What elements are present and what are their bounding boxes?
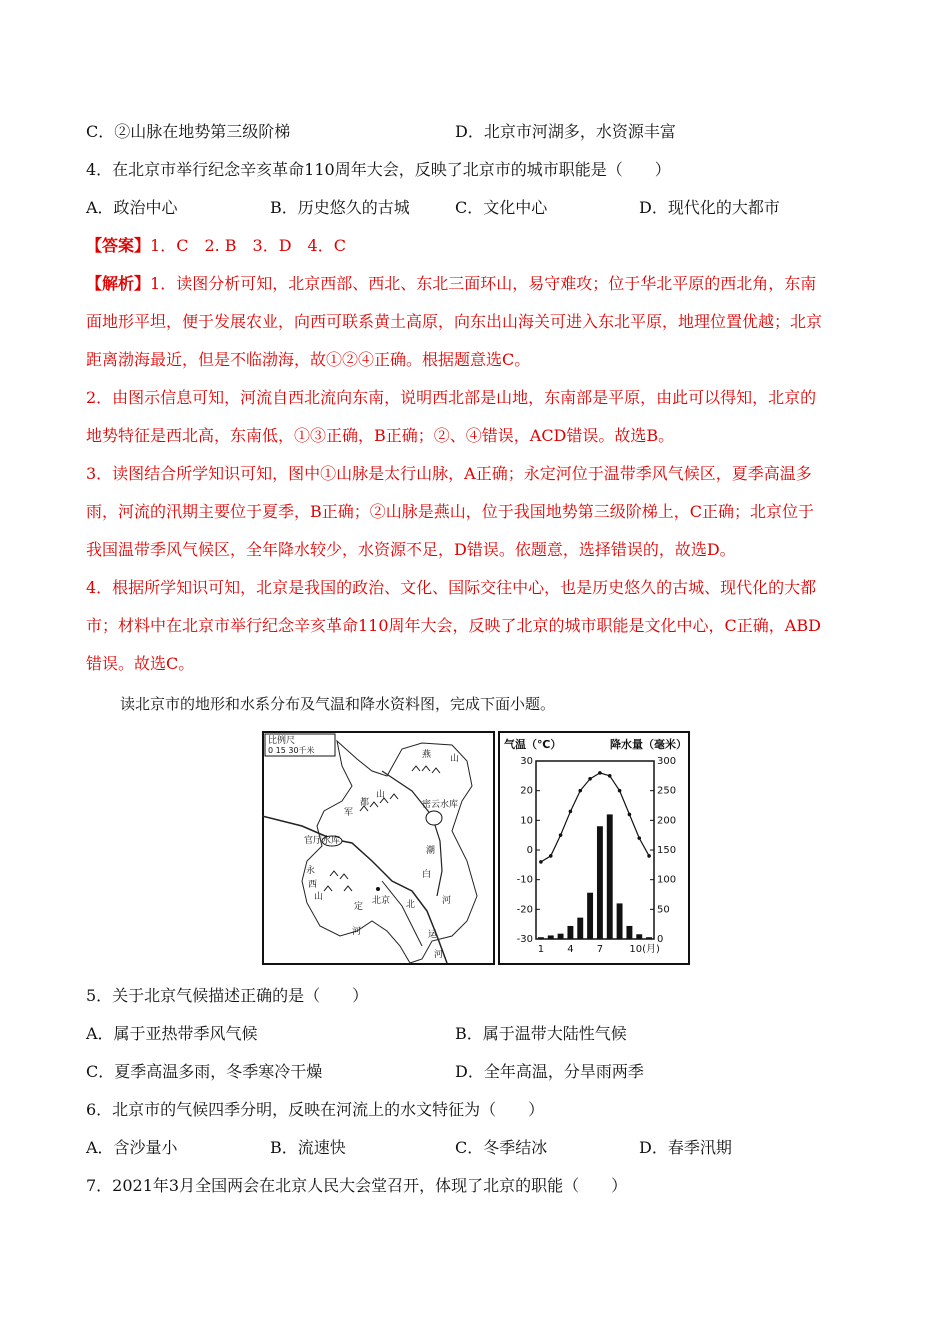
svg-text:定: 定 <box>354 902 364 912</box>
svg-text:永: 永 <box>306 866 316 876</box>
svg-text:西: 西 <box>308 880 318 890</box>
q5-option-a: A．属于亚热带季风气候 <box>86 1024 258 1043</box>
svg-text:燕: 燕 <box>422 750 432 760</box>
answer-line <box>86 236 346 256</box>
miyun-label: 密云水库 <box>422 800 459 810</box>
q6-option-a: A．含沙量小 <box>86 1138 178 1157</box>
x-tick-label: 7 <box>596 944 604 955</box>
q5-stem: 5．关于北京气候描述正确的是（ ） <box>86 986 369 1005</box>
analysis-line-7: 雨，河流的汛期主要位于夏季，B正确；②山脉是燕山，位于我国地势第三级阶梯上，C正确；北京位于 <box>86 502 815 521</box>
q4-option-b: B．历史悠久的古城 <box>270 198 410 217</box>
analysis-tag: 【解析】 <box>86 274 151 293</box>
analysis-line-8: 我国温带季风气候区，全年降水较少，水资源不足，D错误。依题意，选择错误的，故选D。 <box>86 540 736 559</box>
temperature-point <box>578 789 582 793</box>
temperature-point <box>637 836 641 840</box>
precip-bar <box>577 918 583 939</box>
precip-bar <box>548 935 554 939</box>
precip-bar <box>636 934 642 939</box>
x-tick-label: 1 <box>537 944 545 955</box>
q5-option-d: D．全年高温，分旱雨两季 <box>455 1062 644 1081</box>
analysis-line-5: 地势特征是西北高，东南低，①③正确，B正确；②、④错误，ACD错误。故选B。 <box>86 426 675 445</box>
q7-stem: 7．2021年3月全国两会在北京人民大会堂召开，体现了北京的职能（ ） <box>86 1176 628 1195</box>
y-right-tick-label: 100 <box>657 874 677 886</box>
svg-text:山: 山 <box>376 790 386 800</box>
x-tick-label: 4 <box>567 944 574 955</box>
svg-text:山: 山 <box>314 892 324 902</box>
svg-text:运: 运 <box>428 930 438 940</box>
answer-tag: 【答案】 <box>86 236 151 255</box>
y-left-tick-label: -20 <box>516 904 533 916</box>
q4-stem: 4．在北京市举行纪念辛亥革命110周年大会，反映了北京市的城市职能是（ ） <box>86 160 671 179</box>
q4-option-c: C．文化中心 <box>455 198 548 217</box>
analysis-line-4: 2．由图示信息可知，河流自西北流向东南，说明西北部是山地，东南部是平原，由此可以得知，北京的 <box>86 388 817 407</box>
q4-option-a: A．政治中心 <box>86 198 178 217</box>
scale-title: 比例尺 <box>268 736 296 746</box>
temperature-point <box>647 854 651 858</box>
q6-option-b: B．流速快 <box>270 1138 346 1157</box>
precip-bar <box>597 826 603 939</box>
svg-text:北: 北 <box>406 900 416 910</box>
temperature-point <box>628 813 632 817</box>
analysis-line-2: 面地形平坦，便于发展农业，向西可联系黄土高原，向东出山海关可进入东北平原，地理位置优越；北京 <box>86 312 823 331</box>
q3-option-d: D．北京市河湖多，水资源丰富 <box>455 122 676 141</box>
y-right-tick-label: 200 <box>657 815 677 827</box>
svg-text:白: 白 <box>422 870 432 880</box>
y-left-tick-label: -10 <box>516 874 533 886</box>
beijing-map-figure <box>262 731 495 965</box>
precip-bar <box>567 926 573 939</box>
guanting-label: 官厅水库 <box>304 836 341 846</box>
precip-bar <box>607 814 613 939</box>
y-left-tick-label: -30 <box>516 934 533 945</box>
temperature-point <box>559 833 563 837</box>
y-right-tick-label: 300 <box>657 756 677 767</box>
precip-bar <box>626 926 632 939</box>
y-right-tick-label: 0 <box>657 934 664 945</box>
y-left-tick-label: 20 <box>520 785 533 797</box>
svg-text:河: 河 <box>434 950 444 960</box>
y-left-tick-label: 30 <box>520 756 533 767</box>
q6-stem: 6．北京市的气候四季分明，反映在河流上的水文特征为（ ） <box>86 1100 545 1119</box>
analysis-line-1: 【解析】1．读图分析可知，北京西部、西北、东北三面环山，易守难攻；位于华北平原的西北角，东南 <box>86 274 817 293</box>
svg-text:军: 军 <box>344 808 354 818</box>
beijing-point <box>376 887 380 891</box>
svg-text:潮: 潮 <box>426 846 436 856</box>
q5-option-c: C．夏季高温多雨，冬季寒冷干燥 <box>86 1062 323 1081</box>
precip-bar <box>646 937 652 939</box>
q6-option-c: C．冬季结冰 <box>455 1138 548 1157</box>
figure-intro: 读北京市的地形和水系分布及气温和降水资料图，完成下面小题。 <box>120 695 556 713</box>
q6-option-d: D．春季汛期 <box>639 1138 732 1157</box>
answer-text: 1．C 2. B 3．D 4．C <box>150 236 346 255</box>
svg-text:河: 河 <box>352 927 362 937</box>
analysis-line-6: 3．读图结合所学知识可知，图中①山脉是太行山脉，A正确；永定河位于温带季风气候区，夏季高温多 <box>86 464 812 483</box>
precip-bar <box>538 937 544 939</box>
svg-text:河: 河 <box>442 896 452 906</box>
svg-text:山: 山 <box>450 754 460 764</box>
analysis-line-3: 距离渤海最近，但是不临渤海，故①②④正确。根据题意选C。 <box>86 350 531 369</box>
y-right-tick-label: 150 <box>657 845 677 856</box>
y-left-tick-label: 0 <box>526 845 533 856</box>
analysis-line-11: 错误。故选C。 <box>86 654 195 673</box>
temperature-point <box>539 860 543 864</box>
temperature-point <box>598 771 602 775</box>
temperature-point <box>569 810 573 814</box>
precip-bar <box>558 934 564 939</box>
y-right-tick-label: 250 <box>657 785 677 797</box>
temperature-point <box>618 789 622 793</box>
chart-title-right: 降水量（毫米） <box>610 738 687 751</box>
beijing-map <box>262 731 495 965</box>
precip-bar <box>617 903 623 939</box>
analysis-line-10: 市；材料中在北京市举行纪念辛亥革命110周年大会，反映了北京的城市职能是文化中心，C正确，ABD <box>86 616 821 635</box>
y-right-tick-label: 50 <box>657 904 670 916</box>
chart-title-left: 气温（℃） <box>504 738 562 751</box>
x-tick-label: 10(月) <box>629 944 660 955</box>
temperature-point <box>549 854 553 858</box>
svg-text:都: 都 <box>360 798 370 808</box>
q5-option-b: B．属于温带大陆性气候 <box>455 1024 627 1043</box>
temperature-point <box>608 774 612 778</box>
precip-bar <box>587 893 593 939</box>
temperature-point <box>588 777 592 781</box>
beijing-label: 北京 <box>372 896 391 906</box>
scale-ticks: 0 15 30千米 <box>268 746 315 755</box>
climate-chart-figure <box>498 731 690 965</box>
y-left-tick-label: 10 <box>520 815 533 827</box>
miyun-reservoir <box>426 811 442 825</box>
q3-option-c: C．②山脉在地势第三级阶梯 <box>86 122 291 141</box>
analysis-line-9: 4．根据所学知识可知，北京是我国的政治、文化、国际交往中心，也是历史悠久的古城、现代化的大都 <box>86 578 817 597</box>
climate-chart <box>498 731 690 965</box>
q4-option-d: D．现代化的大都市 <box>639 198 780 217</box>
